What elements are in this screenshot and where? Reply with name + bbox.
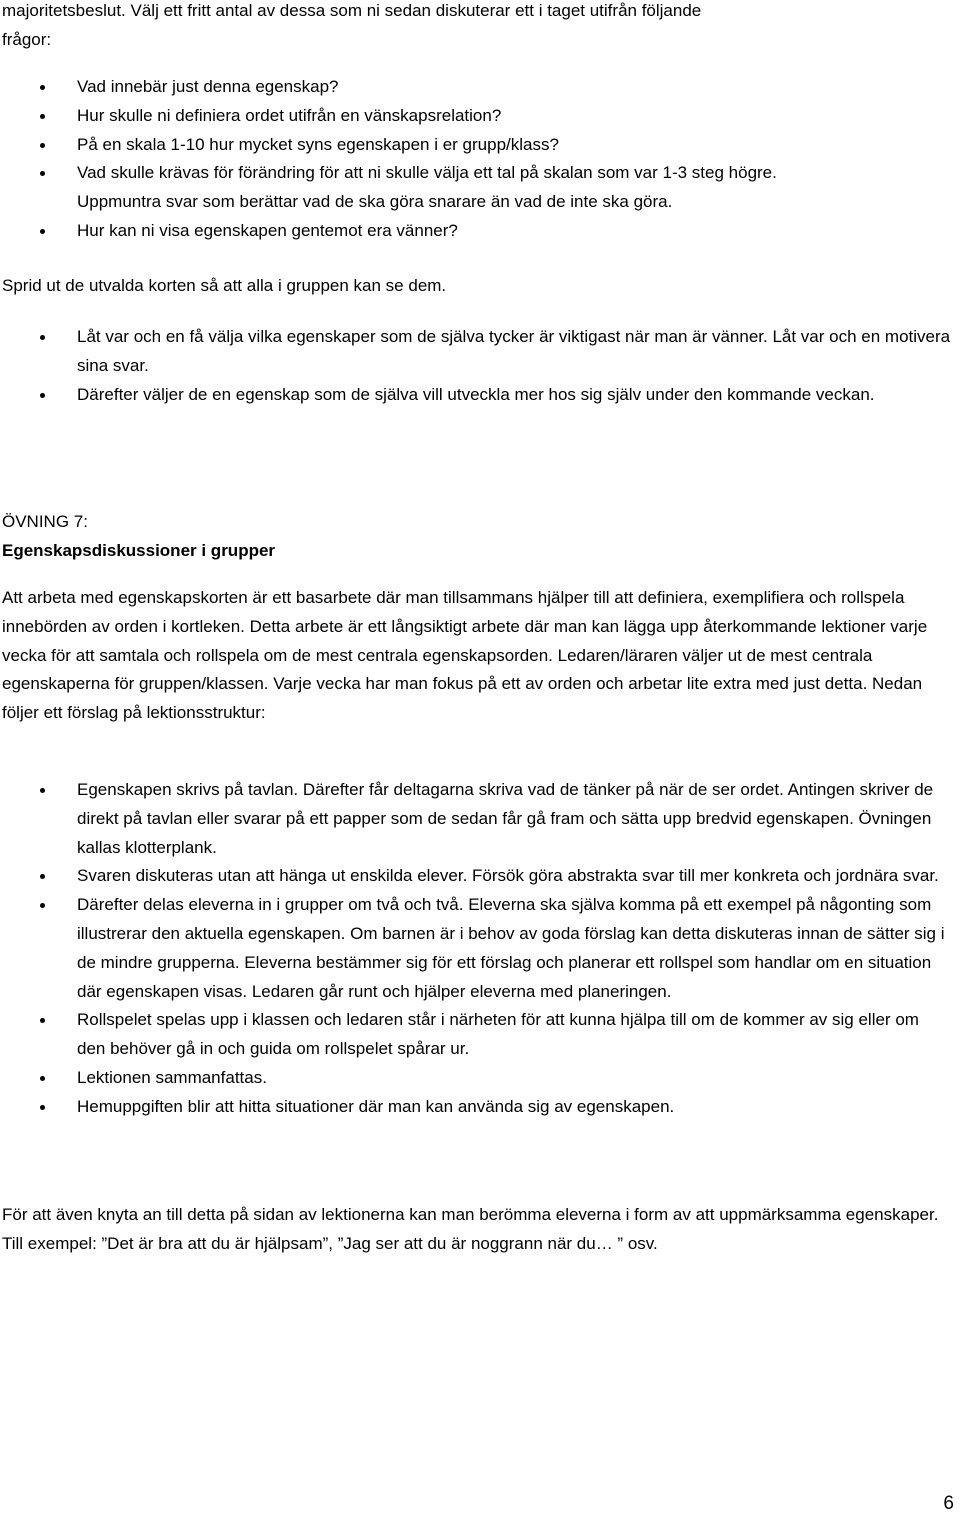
list-item: Därefter väljer de en egenskap som de själva vill utveckla mer hos sig själv under den kommande veckan. — [2, 381, 952, 410]
intro-text — [2, 0, 952, 55]
list-item: Låt var och en få välja vilka egenskaper som de själva tycker är viktigast när man är vänner. Låt var och en motivera sina svar. — [2, 323, 952, 381]
bullet-icon — [40, 85, 45, 90]
exercise-heading — [2, 508, 952, 566]
exercise-title: Egenskapsdiskussioner i grupper — [2, 540, 276, 560]
bullet-icon — [40, 1018, 45, 1023]
bullet-icon — [40, 874, 45, 879]
question-list — [2, 73, 952, 246]
intro-line-2: frågor: — [2, 29, 52, 49]
bullet-icon — [40, 393, 45, 398]
exercise-label: ÖVNING 7: — [2, 512, 88, 531]
list-item: Därefter delas eleverna in i grupper om två och två. Eleverna ska själva komma på ett exempel på någonting som illustrerar den aktuella egenskapen. Om barnen är i behov av goda förslag kan detta diskuteras innan de sätter sig i de mindre grupperna. Eleverna bestämmer sig för ett förslag och planerar ett rollspel som handlar om en situation där egenskapen visas. Ledaren går runt och hjälper eleverna med planeringen. — [2, 891, 952, 1006]
bullet-icon — [40, 1105, 45, 1110]
list-item: Svaren diskuteras utan att hänga ut enskilda elever. Försök göra abstrakta svar till mer konkreta och jordnära svar. — [2, 862, 952, 891]
list-item: Vad skulle krävas för förändring för att ni skulle välja ett tal på skalan som var 1-3 steg högre. — [2, 159, 952, 188]
closing-paragraph: För att även knyta an till detta på sidan av lektionerna kan man berömma eleverna i form av att uppmärksamma egenskaper. Till exempel: ”Det är bra att du är hjälpsam”, ”Jag ser att du är noggrann när du… ” osv. — [2, 1205, 939, 1253]
bullet-icon — [40, 114, 45, 119]
bullet-icon — [40, 143, 45, 148]
page-number: 6 — [943, 1493, 954, 1514]
intro-line-1: majoritetsbeslut. Välj ett fritt antal av dessa som ni sedan diskuterar ett i taget utifrån följande — [2, 1, 702, 20]
list-item: Lektionen sammanfattas. — [2, 1064, 952, 1093]
list-item: Rollspelet spelas upp i klassen och ledaren står i närheten för att kunna hjälpa till om de kommer av sig eller om den behöver gå in och guida om rollspelet spårar ur. — [2, 1006, 952, 1064]
list-item-continuation: Uppmuntra svar som berättar vad de ska göra snarare än vad de inte ska göra. — [77, 192, 673, 212]
bullet-icon — [40, 335, 45, 340]
list-item: På en skala 1-10 hur mycket syns egenskapen i er grupp/klass? — [2, 131, 952, 160]
bullet-icon — [40, 171, 45, 176]
spread-list — [2, 323, 952, 409]
exercise-paragraph: Att arbeta med egenskapskorten är ett basarbete där man tillsammans hjälper till att definiera, exemplifiera och rollspela innebörden av orden i kortleken. Detta arbete är ett långsiktigt arbete där man kan lägga upp återkommande lektioner varje vecka för att samtala och rollspela om de mest centrala egenskapsorden. Ledaren/läraren väljer ut de mest centrala egenskaperna för gruppen/klassen. Varje vecka har man fokus på ett av orden och arbetar lite extra med just detta. Nedan följer ett förslag på lektionsstruktur: — [2, 588, 928, 723]
list-item: Vad innebär just denna egenskap? — [2, 73, 952, 102]
spread-text: Sprid ut de utvalda korten så att alla i gruppen kan se dem. — [2, 276, 447, 295]
list-item: Egenskapen skrivs på tavlan. Därefter får deltagarna skriva vad de tänker på när de ser ordet. Antingen skriver de direkt på tavlan eller svarar på ett papper som de sedan får gå fram och sätta upp bredvid egenskapen. Övningen kallas klotterplank. — [2, 776, 952, 862]
lesson-steps-list — [2, 776, 952, 1122]
bullet-icon — [40, 903, 45, 908]
bullet-icon — [40, 788, 45, 793]
bullet-icon — [40, 229, 45, 234]
list-item: Hur kan ni visa egenskapen gentemot era vänner? — [2, 217, 952, 246]
bullet-icon — [40, 1076, 45, 1081]
list-item: Hemuppgiften blir att hitta situationer där man kan använda sig av egenskapen. — [2, 1093, 952, 1122]
list-item: Hur skulle ni definiera ordet utifrån en vänskapsrelation? — [2, 102, 952, 131]
